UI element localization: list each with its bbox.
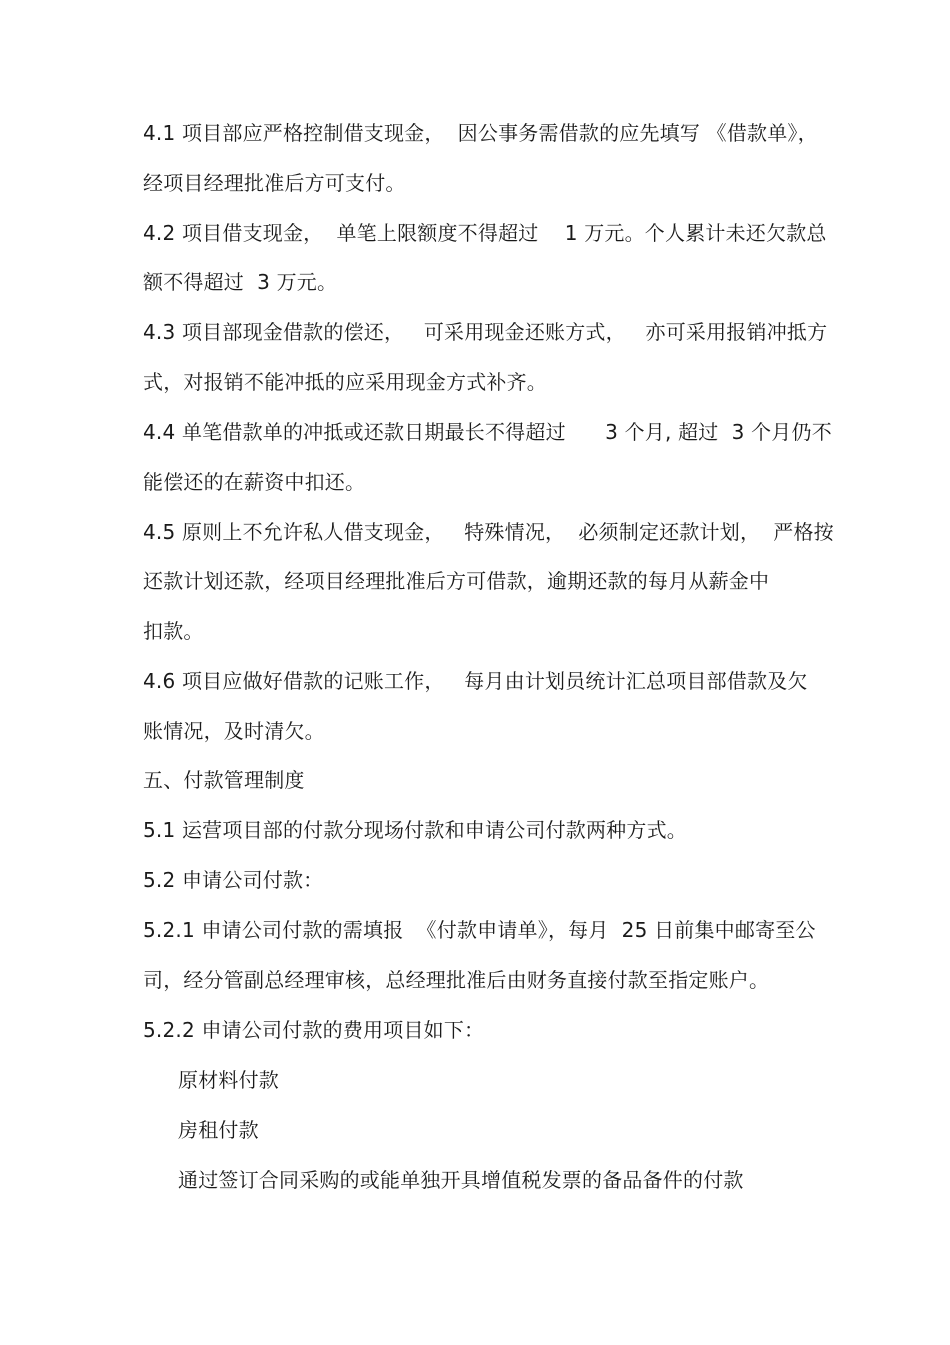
- clause-5-2-2: 5.2.2 申请公司付款的费用项目如下：: [143, 1018, 485, 1042]
- clause-5-2-1-line-1: 5.2.1 申请公司付款的需填报 《付款申请单》，每月 25 日前集中邮寄至公: [143, 918, 816, 942]
- list-item-raw-materials: 原材料付款: [178, 1068, 279, 1092]
- section-5-heading: 五、付款管理制度: [143, 768, 305, 792]
- clause-4-5-line-3: 扣款。: [143, 619, 204, 643]
- clause-4-2-line-2: 额不得超过 3 万元。: [143, 270, 338, 294]
- list-item-spare-parts: 通过签订合同采购的或能单独开具增值税发票的备品备件的付款: [178, 1168, 744, 1192]
- clause-4-6-line-1: 4.6 项目应做好借款的记账工作， 每月由计划员统计汇总项目部借款及欠: [143, 669, 808, 693]
- clause-4-3-line-1: 4.3 项目部现金借款的偿还， 可采用现金还账方式， 亦可采用报销冲抵方: [143, 320, 828, 344]
- clause-4-5-line-2: 还款计划还款，经项目经理批准后方可借款，逾期还款的每月从薪金中: [143, 569, 770, 593]
- list-item-rent: 房租付款: [178, 1118, 259, 1142]
- clause-4-4-line-1: 4.4 单笔借款单的冲抵或还款日期最长不得超过 3 个月, 超过 3 个月仍不: [143, 420, 832, 444]
- clause-4-6-line-2: 账情况，及时清欠。: [143, 719, 325, 743]
- clause-4-2-line-1: 4.2 项目借支现金， 单笔上限额度不得超过 1 万元。个人累计未还欠款总: [143, 221, 827, 245]
- clause-4-1-line-1: 4.1 项目部应严格控制借支现金， 因公事务需借款的应先填写 《借款单》，: [143, 121, 818, 145]
- clause-5-2-1-line-2: 司，经分管副总经理审核，总经理批准后由财务直接付款至指定账户。: [143, 968, 770, 992]
- clause-4-5-line-1: 4.5 原则上不允许私人借支现金， 特殊情况， 必须制定还款计划， 严格按: [143, 520, 834, 544]
- clause-4-3-line-2: 式，对报销不能冲抵的应采用现金方式补齐。: [143, 370, 547, 394]
- clause-4-1-line-2: 经项目经理批准后方可支付。: [143, 171, 406, 195]
- clause-5-2: 5.2 申请公司付款：: [143, 868, 324, 892]
- clause-5-1: 5.1 运营项目部的付款分现场付款和申请公司付款两种方式。: [143, 818, 687, 842]
- clause-4-4-line-2: 能偿还的在薪资中扣还。: [143, 470, 366, 494]
